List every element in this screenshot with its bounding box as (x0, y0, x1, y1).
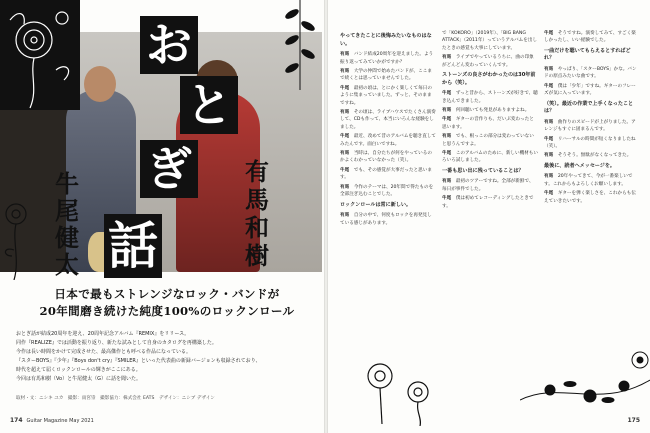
speaker-name: 牛尾 (544, 31, 554, 36)
speaker-name: 牛尾 (340, 134, 350, 140)
interview-text: 僕は初めてレコーディングしたときです。 (442, 196, 534, 209)
interview-paragraph (442, 90, 538, 105)
flower-illustration-bottom-left-icon (0, 190, 40, 280)
interview-paragraph (544, 136, 640, 151)
interview-question: ストーンズの良さがわかったのは30年前から（笑）。 (442, 72, 536, 86)
member-name-left: 牛尾健太 (55, 169, 79, 279)
speaker-name: 有馬 (442, 134, 452, 140)
interview-paragraph (340, 167, 436, 182)
interview-text: このアルバムのために、新しい機材もいろいろ試しました。 (442, 151, 538, 164)
photo-credit: 取材・文：ニシキ ユカ 撮影：雨宮崇 撮影協力：株式会社 EATS デザイン：ニシブ デザイン (16, 396, 215, 401)
interview-column-3 (544, 30, 640, 390)
interview-paragraph (442, 178, 538, 193)
interview-text: 今作のテーマは、20年間で得たものを全部注ぎ込むことでした。 (340, 184, 434, 198)
interview-paragraph (442, 107, 538, 114)
interview-paragraph (340, 68, 436, 83)
folio-left (10, 417, 94, 424)
interview-paragraph (544, 66, 640, 81)
interview-paragraph (340, 184, 436, 199)
speaker-name: 有馬 (340, 213, 350, 219)
interview-text: でも、根っこの部分は変わっていないと思うんですよ。 (442, 134, 534, 147)
interview-paragraph (544, 190, 640, 205)
interview-text: 20年やってきて、今が一番楽しいです。これからもよろしくお願いします。 (544, 174, 633, 187)
interview-question: 一番も思い出に残っていることは？ (442, 167, 524, 174)
speaker-name: 有馬 (544, 67, 554, 72)
interview-paragraph (442, 54, 538, 69)
title-char-1: お (140, 16, 198, 74)
speaker-name: 牛尾 (544, 83, 554, 89)
interview-question: 最後に、読者へメッセージを。 (544, 162, 616, 169)
interview-text: ギターの音作りも、だいぶ変わったと思います。 (442, 117, 534, 130)
interview-paragraph (442, 116, 538, 131)
subhead-line-1: 日本で最もストレンジなロック・バンドが (54, 287, 280, 301)
member-name-right: 有馬和樹 (245, 157, 269, 270)
interview-text: 僕は「少年」ですね。ギターのフレーズが気に入っています。 (544, 83, 636, 97)
interview-paragraph (340, 109, 436, 131)
interview-question: やってきたことに後悔みたいなものはない。 (340, 33, 432, 47)
interview-question: 一曲だけを聴いてもらえるとすればどれ？ (544, 47, 631, 62)
interview-paragraph (442, 150, 538, 165)
speaker-name: 有馬 (442, 108, 452, 114)
interview-text: 当時は、自分たちが何をやっているのかよくわかっていなかった（笑）。 (340, 151, 432, 164)
speaker-name: 牛尾 (340, 85, 350, 91)
interview-text: 自分の中で、何度もロックを再発見している感じがあります。 (340, 213, 432, 226)
speaker-name: 有馬 (340, 151, 350, 157)
interview-paragraph (544, 173, 640, 188)
intro-line: 時代を超えて届くロックンロールの輝きがここにある。 (16, 367, 141, 373)
interview-text: 最初のツアーですね。全部が新鮮で、毎日が事件でした。 (442, 179, 534, 192)
guitarist-head (84, 66, 116, 102)
interview-columns (340, 30, 640, 390)
title-char-2: と (180, 76, 238, 134)
speaker-name: 有馬 (340, 110, 350, 116)
speaker-name: 有馬 (340, 52, 350, 58)
interview-column-2 (442, 30, 538, 390)
interview-paragraph (340, 212, 436, 227)
interview-paragraph (340, 133, 436, 148)
flower-illustration-top-left-icon (0, 0, 80, 110)
page-number-right: 175 (627, 417, 640, 424)
speaker-name: 有馬 (340, 184, 350, 190)
interview-text: 何回聴いても発見がありますよね。 (455, 108, 530, 114)
speaker-name: 牛尾 (544, 191, 554, 197)
interview-paragraph (544, 30, 640, 45)
speaker-name: 牛尾 (544, 136, 554, 142)
page-number-left: 174 (10, 417, 23, 424)
floral-border-bottom-right-icon (520, 340, 650, 420)
intro-line: 同作『REALIZE』では活動を振り返り、新たな試みとして自身のカタログを再構築した。 (16, 340, 217, 346)
interview-paragraph (544, 119, 640, 134)
interview-text: その頃は、ライブハウスでたくさん演奏して、CDも作って、本当にいろんな経験をしました。 (340, 110, 436, 130)
interview-paragraph (442, 195, 538, 210)
interview-text: で「KOKORO」（2019年）、「BIG BANG ATTACK」（2011年）っていうアルバムを出したときの感覚も大事にしています。 (442, 31, 538, 51)
intro-line: 『スターBOYS』『少年』『Boys don't cry』『SMILER』といった代表曲の新録バージョンも収録されており、 (16, 358, 261, 364)
interview-paragraph (340, 85, 436, 107)
speaker-name: 有馬 (544, 119, 554, 125)
interview-text: ずっと昔から、ストーンズが好きで、聴き込んできました。 (442, 91, 538, 104)
speaker-name: 有馬 (442, 55, 452, 61)
interview-text: ライブでやっているうちに、曲の印象がどんどん変わっていくんです。 (442, 55, 534, 68)
interview-text: そうですね。演奏してみて、すごく楽しかったし、いい経験でした。 (544, 31, 636, 44)
interview-paragraph (544, 83, 640, 98)
interview-text: でも、その感覚が大事だったと思います。 (340, 167, 432, 181)
title-char-3: ぎ (140, 140, 198, 198)
speaker-name: 牛尾 (340, 167, 350, 173)
interview-text: ギターを弾く楽しさを、これからも伝えていきたいです。 (544, 191, 636, 204)
intro-line: 今回は有馬和樹（Vo）と牛尾健太（G）に話を聞いた。 (16, 376, 141, 382)
interview-paragraph (442, 133, 538, 148)
interview-question: （笑）。最近の作業で上手くなったことは？ (544, 100, 634, 115)
article-intro (16, 330, 314, 384)
interview-paragraph (544, 152, 640, 159)
interview-column-1 (340, 30, 436, 390)
magazine-issue-label: Guitar Magazine May 2021 (26, 418, 94, 424)
leaf-branch-top-right-icon (276, 0, 324, 90)
speaker-name: 牛尾 (442, 151, 452, 157)
interview-text: 大学の仲間で始めたバンドが、ここまで続くとは思っていませんでした。 (340, 69, 432, 82)
interview-text: 曲作りのスピードが上がりました。アレンジもすぐに固まるんです。 (544, 119, 636, 133)
interview-text: そうそう。無駄がなくなってきた。 (557, 153, 632, 159)
intro-line: 今作は長い時間をかけて完成させた、最高傑作とも呼べる作品になっている。 (16, 349, 192, 355)
title-char-4: 話 (104, 214, 162, 278)
interview-paragraph (340, 150, 436, 165)
subhead-line-2: 20年間磨き続けた純度100%のロックンロール (39, 304, 295, 318)
interview-text: リハーサルの時間が短くなりましたね（笑）。 (544, 136, 636, 150)
interview-text: バンド結成20周年を迎えました。よう振り返ってみていかがですか？ (340, 52, 434, 65)
interview-paragraph (340, 51, 436, 66)
speaker-name: 牛尾 (442, 117, 452, 123)
speaker-name: 有馬 (544, 153, 554, 159)
article-subheadline (22, 286, 312, 320)
speaker-name: 牛尾 (442, 196, 452, 202)
speaker-name: 有馬 (442, 179, 452, 185)
intro-line: おとぎ話が結成20周年を迎え、20周年記念アルバム『REMIX』をリリース。 (16, 331, 190, 337)
page-gutter (324, 0, 328, 433)
speaker-name: 有馬 (544, 174, 554, 180)
speaker-name: 牛尾 (442, 91, 452, 97)
interview-text: 最初の頃は、とにかく楽しくて毎日のように集まっていました。ずっと、そのままですね。 (340, 85, 432, 106)
interview-text: やっぱり、「スターBOYS」かな。バンドの原点みたいな曲です。 (544, 67, 637, 80)
interview-text: 最近、改めて昔のアルバムを聴き直してみたんです。面白いですね。 (340, 134, 436, 147)
flower-illustration-bottom-right-icon (360, 356, 450, 426)
speaker-name: 有馬 (340, 69, 350, 74)
interview-question: ロックンロールは常に新しい。 (340, 201, 412, 208)
interview-paragraph (442, 30, 538, 52)
